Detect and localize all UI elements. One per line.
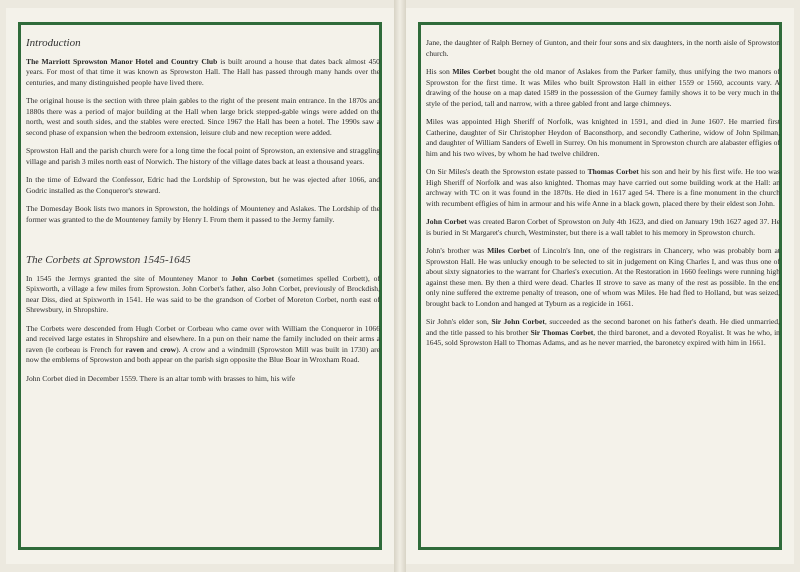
right-page	[406, 8, 794, 564]
paragraph: Sprowston Hall and the parish church were for a long time the focal point of Sprowston, an extensive and straggling village and parish 3 miles north east of Norwich. The history of the village dates back at least a thousand years.	[26, 146, 380, 166]
paragraph: Jane, the daughter of Ralph Berney of Gunton, and their four sons and six daughters, in the north aisle of Sprowston church.	[426, 38, 780, 58]
paragraph: His son Miles Corbet bought the old manor of Aslakes from the Parker family, thus unifying the two manors of Sprowston for the first time. It was Miles who built Sprowston Hall in either 1559 or 1560, accounts vary. A drawing of the house on a map dated 1589 in the possession of the Gurney family shows it to be very much in the style of the period, tall and narrow, with a three gabled front and large chimneys.	[426, 67, 781, 108]
bold-name: Thomas Corbet	[587, 167, 639, 176]
paragraph: Miles was appointed High Sheriff of Norfolk, was knighted in 1591, and died in June 1607. He married first Catherine, daughter of Sir Christopher Heydon of Baconsthorp, and secondly Catherine, widow of John Spilman, and daughter of William Sanders of Ewell in Surrey. On his monument in Sprowston church are alabaster effigies of him and his two wives, by whom he had twelve children.	[426, 117, 780, 158]
bold-name: John Corbet	[426, 217, 467, 226]
bold-name: The Marriott Sprowston Manor Hotel and Country Club	[26, 56, 218, 66]
introduction-heading: Introduction	[26, 37, 81, 49]
bold-name: crow	[160, 344, 177, 354]
paragraph: The Domesday Book lists two manors in Sprowston, the holdings of Mounteney and Aslakes. The Lordship of the former was granted to the de Mounteney family by Henry I. From them it passed to the Jermy family.	[26, 204, 380, 224]
bold-name: Miles Corbet	[452, 67, 496, 76]
paragraph: In 1545 the Jermys granted the site of Mounteney Manor to John Corbet (sometimes spelled Corbett), of Spixworth, a village a few miles from Sprowston. John Corbet's father, also John Corbet, previously of Brockdish, near Diss, died at Spixworth in 1541. He was said to be the grandson of Corbet of Moreton Corbet, north east of Shrewsbury, in Shropshire.	[26, 273, 380, 314]
introduction-body	[26, 57, 380, 226]
corbets-section-body	[26, 274, 380, 385]
paragraph: The Marriott Sprowston Manor Hotel and Country Club is built around a house that dates back almost 450 years. For most of that time it was known as Sprowston Hall. The Hall has passed through many hands over the centuries, and many distinguished people have lived there.	[26, 56, 380, 87]
bold-name: Sir Thomas Corbet	[530, 327, 594, 337]
bold-name: raven	[125, 344, 145, 354]
paragraph: On Sir Miles's death the Sprowston estate passed to Thomas Corbet his son and heir by his first wife. He too was High Sheriff of Norfolk and was also knighted. Thomas may have carried out some building work at the Hall: an archway with TC on it was found in the 1870s. He died in 1617 aged 54. There is a fine monument in the church with recumbent effigies of him in armour and his wife Anne in a black gown, placed there by their eldest son John.	[426, 167, 781, 208]
corbets-section-heading: The Corbets at Sprowston 1545-1645	[26, 254, 191, 266]
bold-name: Miles Corbet	[487, 246, 531, 255]
paragraph: The Corbets were descended from Hugh Corbet or Corbeau who came over with William the Conqueror in 1066 and received large estates in Shropshire and elsewhere. In a pun on their name the family included on their arms a raven (le corbeau is French for raven and crow). A crow and a windmill (Sprowston Mill was built in 1730) are now the emblems of Sprowston and both appear on the parish sign opposite the Blue Boar in Wroxham Road.	[26, 323, 380, 364]
paragraph: John Corbet was created Baron Corbet of Sprowston on July 4th 1623, and died on January 19th 1627 aged 37. He is buried in St Margaret's church, Westminster, but there is a wall tablet to his memory in Sprowston church.	[426, 217, 781, 237]
bold-name: John Corbet	[231, 273, 275, 283]
left-page	[6, 8, 394, 564]
right-page-body	[426, 38, 780, 349]
book-gutter	[394, 0, 406, 572]
paragraph: John Corbet died in December 1559. There is an altar tomb with brasses to him, his wife	[26, 373, 295, 383]
paragraph: In the time of Edward the Confessor, Edric had the Lordship of Sprowston, but he was ejected after 1066, and Godric installed as the Conqueror's steward.	[26, 175, 380, 195]
left-text-column	[26, 38, 380, 392]
paragraph: Sir John's elder son, Sir John Corbet, succeeded as the second baronet on his father's death. He died unmarried, and the title passed to his brother Sir Thomas Corbet, the third baronet, and a devoted Royalist. It was he who, in 1645, sold Sprowston Hall to Thomas Adams, and as he never married, the baronetcy expired with him in 1661.	[426, 317, 780, 347]
bold-name: Sir John Corbet	[491, 317, 545, 326]
paragraph: The original house is the section with three plain gables to the right of the present main entrance. In the 1870s and 1880s there was a period of major building at the Hall when large brick stepped-gable wings were added on the north, west and south sides, and the stables were erected. Since 1967 the Hall has been a hotel. The 1990s saw a second phase of expansion when the bedroom extension, leisure club and new reception were added.	[26, 96, 380, 137]
right-text-column	[426, 38, 780, 357]
paragraph: John's brother was Miles Corbet of Lincoln's Inn, one of the registrars in Chancery, who was probably born at Sprowston Hall. He was unlucky enough to be selected to sit in judgement on King Charles I, and was thus one of about sixty signatories to the warrant for Charles's execution. At the Restoration in 1660 feelings were running high against these men. By then a third were dead. Charles II strove to save as many of the rest as possible. In the end only nine suffered the extreme penalty of treason, one of whom was Miles. He had fled to Holland, but was seized, brought back to London and hanged at Tyburn as a regicide in 1661.	[426, 246, 780, 308]
